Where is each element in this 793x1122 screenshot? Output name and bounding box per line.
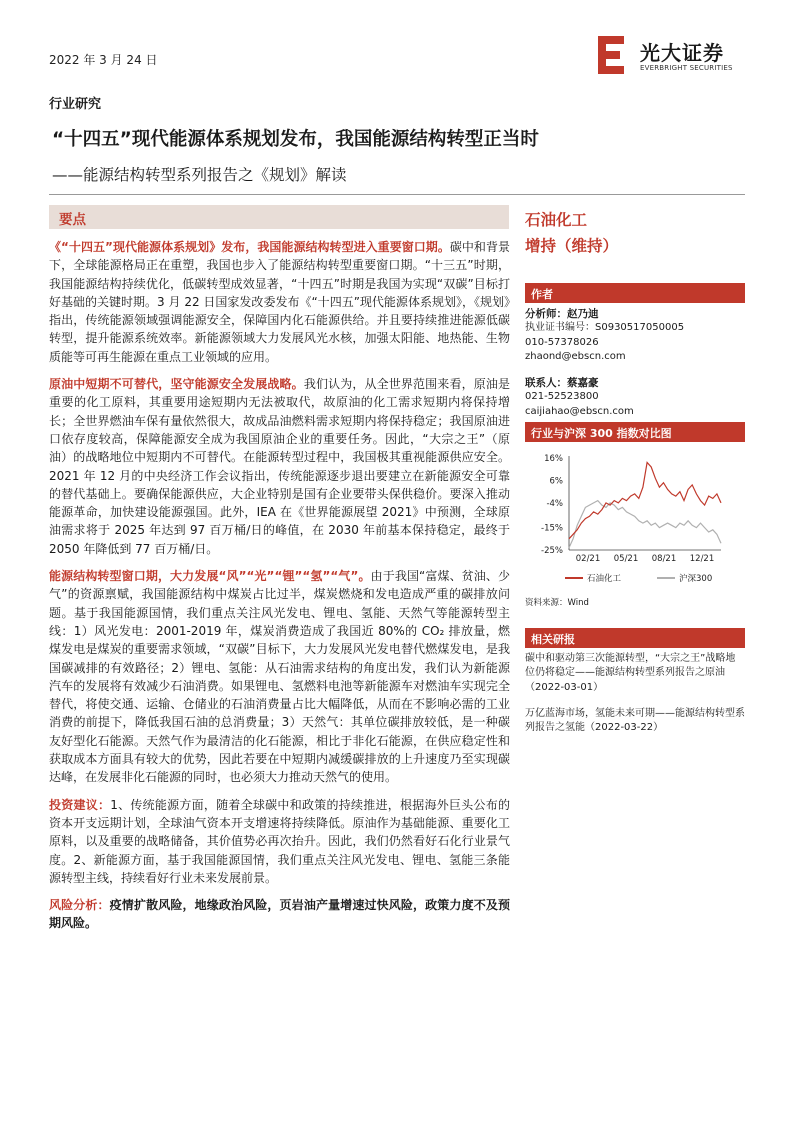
analyst-name: 分析师：赵乃迪 (525, 308, 599, 320)
report-title: “十四五”现代能源体系规划发布，我国能源结构转型正当时 (52, 129, 539, 150)
sector-rating: 增持（维持） (525, 237, 619, 255)
paragraph-lead: 能源结构转型窗口期，大力发展“风”“光”“锂”“氢”“气”。 (49, 569, 371, 584)
legend-label: 沪深300 (679, 574, 713, 585)
series-line (569, 501, 721, 548)
x-tick-label: 08/21 (651, 554, 677, 565)
summary-paragraph (49, 567, 510, 787)
x-tick-label: 02/21 (575, 554, 601, 565)
contact-phone: 021-52523800 (525, 391, 599, 403)
index-comparison-chart (525, 446, 745, 594)
chart-source: 资料来源：Wind (525, 598, 589, 609)
header-divider (49, 194, 745, 195)
paragraph-lead: 《“十四五”现代能源体系规划》发布，我国能源结构转型进入重要窗口期。 (49, 240, 450, 254)
paragraph-text: 由于我国“富煤、贫油、少气”的资源禀赋，我国能源结构中煤炭占比过半，煤炭燃烧和发电造成严重的碳排放问题。基于我国能源国情，我们重点关注风光发电、锂电、氢能、天然气等能源转型主线：1）风光发电：2001-2019 年，煤炭消费造成了我国近 80%的 CO₂ 排放量，燃煤发电是煤炭的重要需求领域，“双碳”目标下，大力发展风光发电替代燃煤发电，是我国碳减排的有效路径；2）锂电、氢能：从石油需求结构的角度出发，我们认为新能源汽车的发展将有效减少石油消费。如果锂电、氢燃料电池等新能源车对燃油车实现完全替代，将使交通、运输、仓储业的石油消费量占比大幅降低，从而在不影响必需的工业消费的前提下，降低我国石油的总消费量；3）天然气：其单位碳排放较低，是一种碳友好型化石能源。天然气作为最清洁的化石能源，相比于非化石能源，在供应稳定性和获取成本方面具有较大的优势，因此若要在中短期内减缓碳排放的上升速度乃至实现碳达峰，在发展非化石能源的同时，也必须大力推动天然气的使用。 (49, 569, 511, 785)
report-date: 2022 年 3 月 24 日 (49, 53, 158, 67)
paragraph-text: 我们认为，从全世界范围来看，原油是重要的化工原料，其重要用途短期内无法被取代，故原油的化工需求短期内将保持增长；全世界燃油车保有量依然很大，故成品油燃料需求短期内将保持稳定；我国原油进口依存度较高，保障能源安全成为我国原油企业的重要任务。因此，“大宗之王”（原油）的战略地位中短期内不可替代。在能源转型过程中，我国极其重视能源供应安全。2021 年 12 月的中央经济工作会议指出，传统能源逐步退出要建立在新能源安全可靠的替代基础上。要确保能源供应，大企业特别是国有企业要带头保供稳价。要深入推动能源革命，加快建设能源强国。此外，IEA 在《世界能源展望 2021》中预测，全球原油需求将于 2025 年达到 97 百万桶/日的峰值，在 2030 年前基本保持稳定，最终于 2050 年降低到 77 百万桶/日。 (49, 377, 510, 556)
analyst-phone: 010-57378026 (525, 336, 599, 348)
contact-name: 联系人：蔡嘉豪 (525, 377, 599, 390)
legend-label: 石油化工 (587, 574, 622, 585)
y-tick-label: -25% (541, 546, 563, 557)
sidebar (525, 207, 745, 736)
summary-heading-bar (49, 205, 509, 229)
related-reports-heading: 相关研报 (525, 628, 745, 648)
paragraph-lead: 风险分析： (49, 898, 110, 913)
paragraph-lead: 原油中短期不可替代，坚守能源安全发展战略。 (49, 377, 304, 392)
sector-name: 石油化工 (525, 211, 588, 229)
chart-svg (525, 446, 745, 594)
analyst-email[interactable]: zhaond@ebscn.com (525, 350, 626, 362)
logo-english-name: EVERBRIGHT SECURITIES (640, 64, 733, 72)
report-category: 行业研究 (49, 97, 102, 112)
y-tick-label: 16% (544, 454, 563, 465)
paragraph-lead: 投资建议： (49, 797, 111, 812)
logo-chinese-name: 光大证券 (640, 41, 724, 65)
summary-body (49, 238, 510, 942)
summary-paragraph (49, 896, 510, 933)
author-heading: 作者 (525, 283, 745, 303)
everbright-logo-icon (596, 34, 626, 76)
summary-heading: 要点 (59, 212, 86, 228)
report-subtitle: ——能源结构转型系列报告之《规划》解读 (52, 166, 347, 184)
y-tick-label: -15% (541, 523, 563, 534)
x-tick-label: 05/21 (613, 554, 639, 565)
paragraph-text: 碳中和背景下，全球能源格局正在重塑，我国也步入了能源结构转型重要窗口期。“十三五”时期，我国能源结构持续优化，低碳转型成效显著，“十四五”时期是我国为实现“双碳”目标打好基础的关键时期。3 月 22 日国家发改委发布《“十四五”现代能源体系规划》，《规划》指出，传统能源领域强调能源安全，保障国内化石能源供给。并且要持续推进能源低碳转型，提升能源系统效率。新能源领域大力发展风光水核，加强太阳能、地热能、生物质能等可再生能源在重点工业领域的应用。 (49, 240, 510, 364)
series-line (569, 463, 721, 539)
x-tick-label: 12/21 (689, 554, 715, 565)
contact-email[interactable]: caijiahao@ebscn.com (525, 405, 634, 417)
y-tick-label: -4% (546, 498, 563, 509)
paragraph-text: 1、传统能源方面，随着全球碳中和政策的持续推进，根据海外巨头公布的资本开支远期计划，全球油气资本开支增速将持续降低。原油作为基础能源、重要化工原料，以及重要的战略储备，其价值势必再次抬升。因此，我们仍然看好石化行业景气度。2、新能源方面，基于我国能源国情，我们重点关注风光发电、锂电、氢能三条能源转型主线，持续看好行业未来发展前景。 (49, 797, 510, 885)
related-report-item[interactable]: 万亿蓝海市场，氢能未来可期——能源结构转型系列报告之氢能（2022-03-22） (525, 707, 745, 734)
chart-heading: 行业与沪深 300 指数对比图 (525, 422, 745, 442)
y-tick-label: 6% (549, 476, 563, 487)
summary-paragraph (49, 796, 510, 887)
summary-paragraph (49, 238, 510, 366)
analyst-license: 执业证书编号：S0930517050005 (525, 322, 685, 334)
related-report-item[interactable]: 碳中和驱动第三次能源转型，“大宗之王”战略地位仍将稳定——能源结构转型系列报告之原油（2022-03-01） (525, 653, 736, 693)
summary-paragraph (49, 375, 510, 558)
paragraph-text: 疫情扩散风险，地缘政治风险，页岩油产量增速过快风险，政策力度不及预期风险。 (49, 898, 510, 931)
company-logo (596, 34, 746, 78)
